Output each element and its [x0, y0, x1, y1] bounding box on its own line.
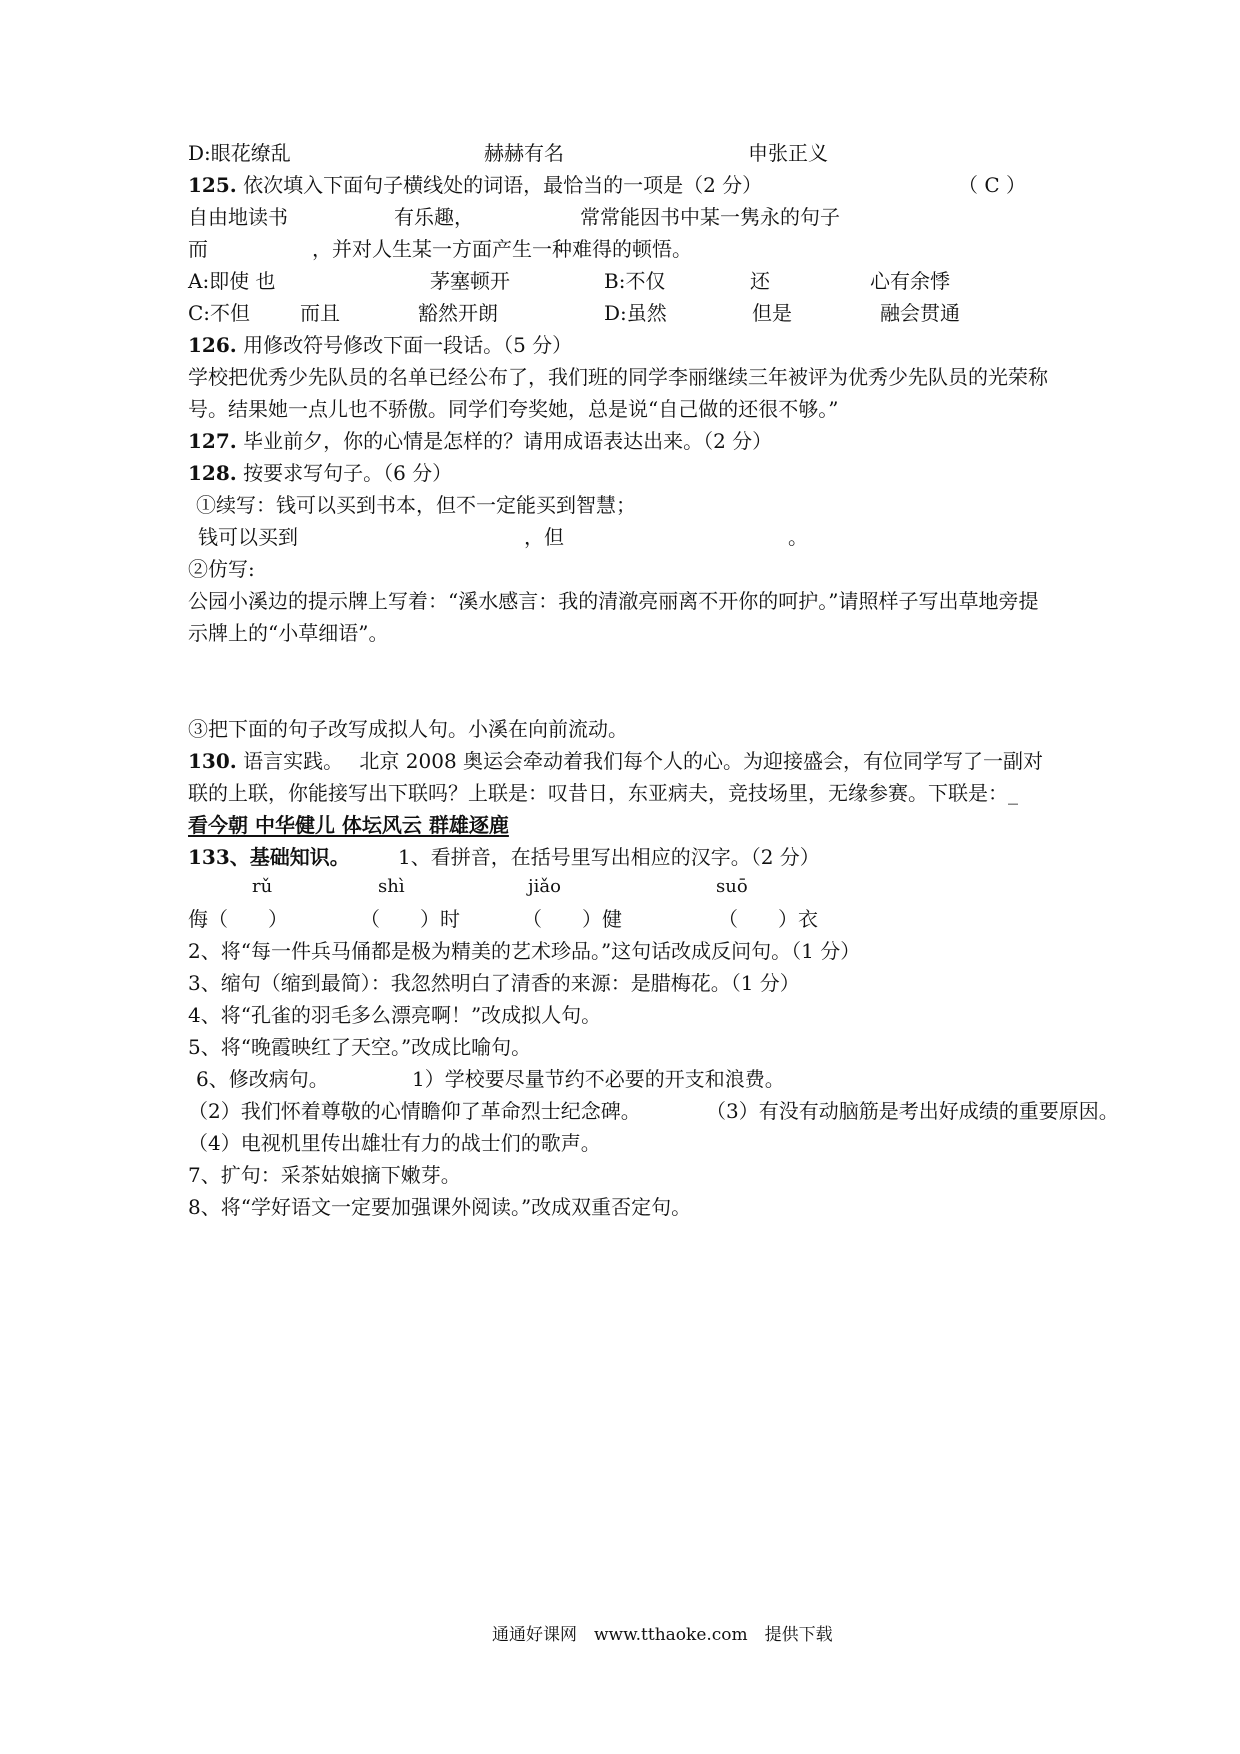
q127-stem: 127. 毕业前夕，你的心情是怎样的？请用成语表达出来。（2 分）: [188, 429, 773, 453]
q124-option-d: D:眼花缭乱: [188, 141, 291, 165]
q128-stem: 128. 按要求写句子。（6 分）: [188, 461, 453, 485]
q126-paragraph-line1: 学校把优秀少先队员的名单已经公布了，我们班的同学李丽继续三年被评为优秀少先队员的光荣称: [188, 365, 1048, 389]
pinyin-blank-2: （ ）时: [360, 907, 460, 931]
q125-option-d: D:虽然: [604, 301, 667, 325]
q130-line1: 130. 语言实践。 北京 2008 奥运会牵动着我们每个人的心。为迎接盛会，有位同学写了一副对: [188, 749, 1044, 773]
pinyin-1: rǔ: [252, 876, 273, 897]
q125-option-b-conj: 还: [750, 269, 770, 293]
q133-item1: 1、看拼音，在括号里写出相应的汉字。（2 分）: [398, 845, 820, 869]
q125-option-a-word: 茅塞顿开: [430, 269, 510, 293]
q126-paragraph-line2: 号。结果她一点儿也不骄傲。同学们夸奖她，总是说“自己做的还很不够。”: [188, 397, 839, 421]
q128-item2-line2: 示牌上的“小草细语”。: [188, 621, 389, 645]
q133-item6-sentence1: 1）学校要尽量节约不必要的开支和浪费。: [412, 1067, 785, 1091]
pinyin-3: jiǎo: [528, 876, 561, 897]
q125-sentence2-part2: ，并对人生某一方面产生一种难得的顿悟。: [312, 237, 692, 261]
q128-item3: ③把下面的句子改写成拟人句。小溪在向前流动。: [188, 717, 628, 741]
q125-sentence-part2: 有乐趣，: [394, 205, 474, 229]
q125-option-d-word: 融会贯通: [880, 301, 960, 325]
q128-item1-end: 。: [788, 525, 808, 549]
q133-item2: 2、将“每一件兵马俑都是极为精美的艺术珍品。”这句话改成反问句。（1 分）: [188, 939, 861, 963]
q125-option-c-word: 豁然开朗: [418, 301, 498, 325]
q124-d-word2: 赫赫有名: [484, 141, 564, 165]
q125-option-b: B:不仅: [604, 269, 666, 293]
q125-option-d-conj: 但是: [752, 301, 792, 325]
q128-item1-middle: ，但: [524, 525, 564, 549]
pinyin-4: suō: [716, 876, 748, 897]
q125-stem: 125. 依次填入下面句子横线处的词语，最恰当的一项是（2 分）: [188, 173, 763, 197]
q133-item8: 8、将“学好语文一定要加强课外阅读。”改成双重否定句。: [188, 1195, 692, 1219]
q124-d-word3: 申张正义: [748, 141, 828, 165]
pinyin-2: shì: [378, 876, 405, 897]
q126-stem: 126. 用修改符号修改下面一段话。（5 分）: [188, 333, 573, 357]
q133-item6-heading: 6、修改病句。: [196, 1067, 329, 1091]
q133-item7: 7、扩句：采茶姑娘摘下嫩芽。: [188, 1163, 461, 1187]
q125-option-c: C:不但: [188, 301, 251, 325]
q133-item6-sentence2: （2）我们怀着尊敬的心情瞻仰了革命烈士纪念碑。: [188, 1099, 641, 1123]
q128-item2: ②仿写:: [188, 557, 255, 581]
q125-option-c-conj: 而且: [300, 301, 340, 325]
q125-sentence-part1: 自由地读书: [188, 205, 288, 229]
q125-option-b-word: 心有余悸: [870, 269, 950, 293]
q130-answer: 看今朝 中华健儿 体坛风云 群雄逐鹿: [188, 813, 509, 837]
q128-item1: ①续写：钱可以买到书本，但不一定能买到智慧；: [196, 493, 636, 517]
pinyin-blank-4: （ ）衣: [718, 907, 818, 931]
q128-item2-line1: 公园小溪边的提示牌上写着：“溪水感言：我的清澈亮丽离不开你的呵护。”请照样子写出草地旁提: [188, 589, 1039, 613]
q130-line2: 联的上联，你能接写出下联吗？上联是：叹昔日，东亚病夫，竞技场里，无缘参赛。下联是：_: [188, 781, 1018, 805]
pinyin-blank-3: （ ）健: [522, 907, 622, 931]
page-footer: 通通好课网 www.tthaoke.com 提供下载: [492, 1625, 833, 1645]
q133-item5: 5、将“晚霞映红了天空。”改成比喻句。: [188, 1035, 532, 1059]
q133-item3: 3、缩句（缩到最简）：我忽然明白了清香的来源：是腊梅花。（1 分）: [188, 971, 800, 995]
q128-item1-prefix: 钱可以买到: [198, 525, 298, 549]
q125-answer: （ C ）: [958, 173, 1027, 197]
pinyin-blank-1: 侮（ ）: [188, 907, 288, 931]
q133-item6-sentence4: （4）电视机里传出雄壮有力的战士们的歌声。: [188, 1131, 601, 1155]
q125-sentence-part3: 常常能因书中某一隽永的句子: [580, 205, 840, 229]
q125-option-a: A:即使 也: [188, 269, 276, 293]
q133-heading: 133、基础知识。: [188, 845, 350, 869]
q125-sentence2-part1: 而: [188, 237, 208, 261]
q133-item4: 4、将“孔雀的羽毛多么漂亮啊！”改成拟人句。: [188, 1003, 602, 1027]
q133-item6-sentence3: （3）有没有动脑筋是考出好成绩的重要原因。: [706, 1099, 1119, 1123]
